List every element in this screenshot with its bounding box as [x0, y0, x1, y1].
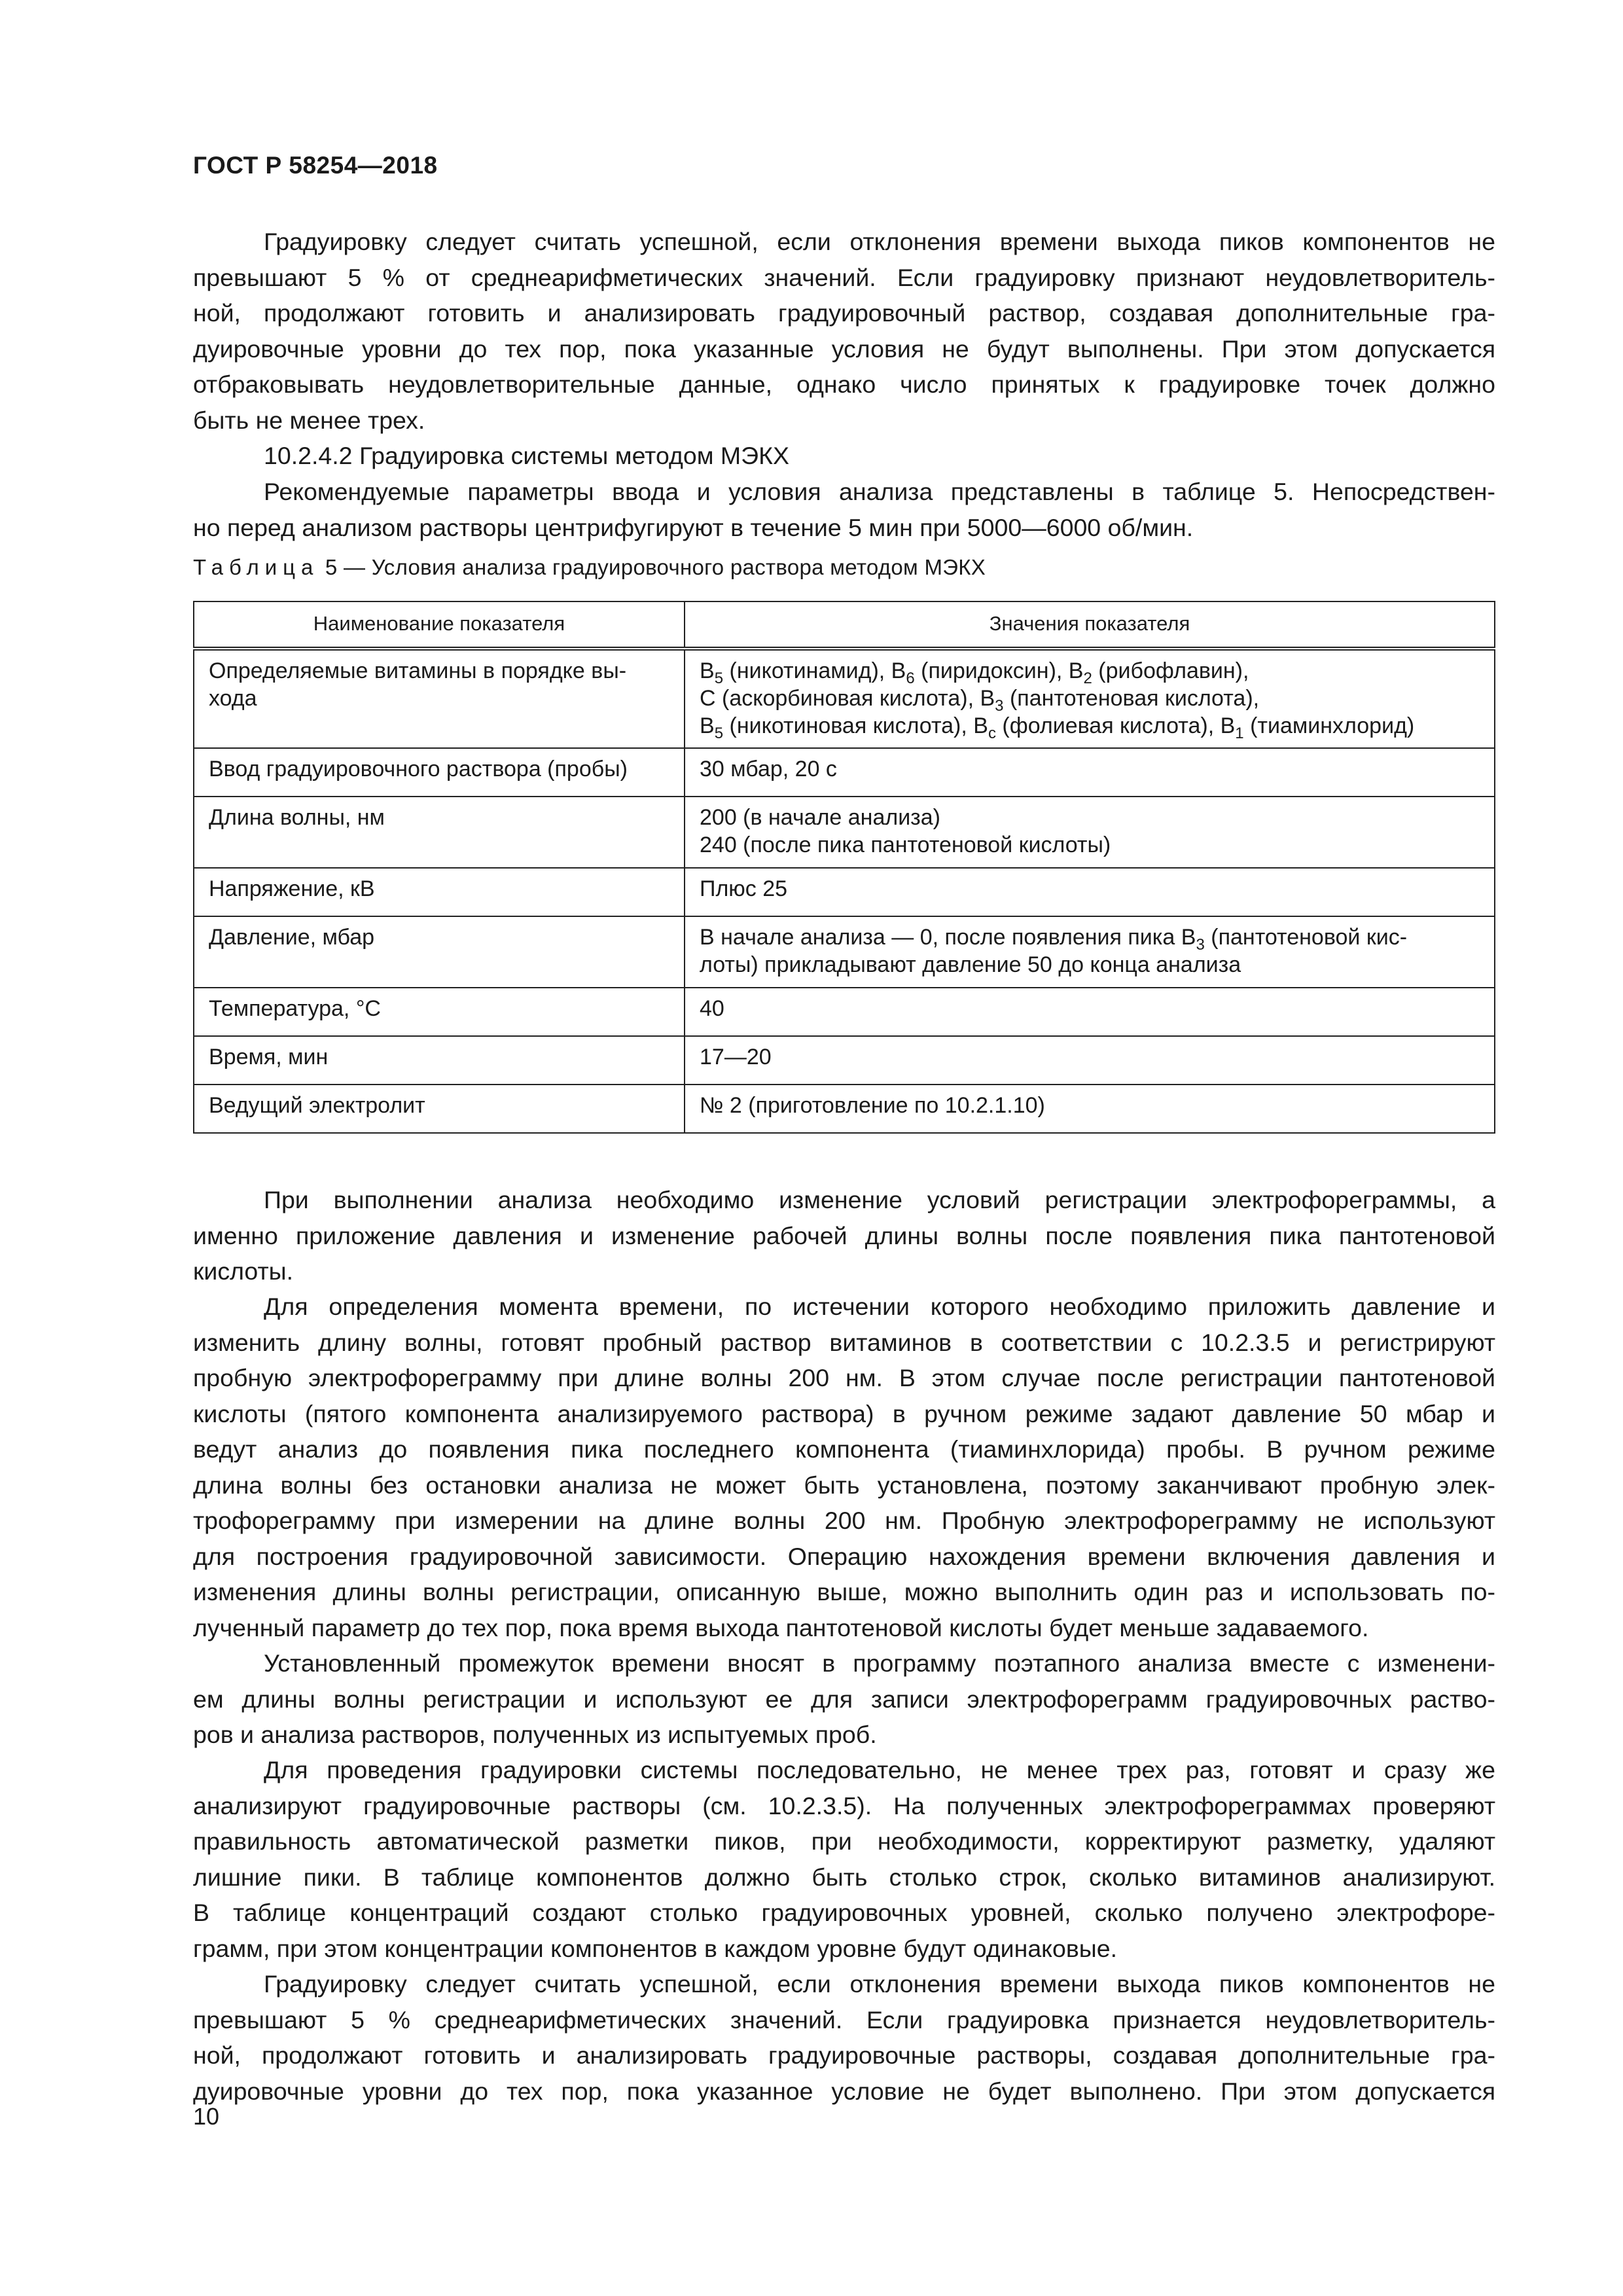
parameter-name-cell	[194, 1085, 685, 1133]
subscript: 1	[1235, 725, 1244, 742]
parameter-value-line	[700, 924, 1481, 954]
parameter-name-line: Время, мин	[209, 1045, 329, 1069]
paragraph-program	[193, 1645, 1495, 1753]
top-paragraph	[193, 224, 1495, 438]
text-line: именно приложение давления и изменение рабочей длины волны после появления пика пантотеновой	[193, 1221, 1495, 1249]
text-line: ров и анализа растворов, полученных из испытуемых проб.	[193, 1721, 877, 1748]
parameter-value-line	[700, 685, 1481, 715]
table-row	[194, 1085, 1495, 1133]
table-row	[194, 649, 1495, 748]
parameter-value-cell	[685, 1036, 1495, 1085]
value-text: B	[700, 658, 715, 683]
parameter-value-line	[700, 1043, 1481, 1071]
parameter-value-line	[700, 831, 1481, 859]
text-line: пробную электрофореграмму при длине волны 200 нм. В этом случае после регистрации пантотеновой	[193, 1364, 1495, 1391]
parameter-value-line	[700, 755, 1481, 783]
subscript: 5	[714, 670, 724, 687]
value-text: 200 (в начале анализа)	[700, 805, 941, 830]
parameter-name-cell	[194, 916, 685, 988]
table-row	[194, 868, 1495, 916]
text-line: ной, продолжают готовить и анализировать градуировочные растворы, создавая дополнительные гра-	[193, 2041, 1495, 2069]
parameter-name-line: Ввод градуировочного раствора (пробы)	[209, 757, 628, 781]
parameter-value-cell	[685, 649, 1495, 748]
parameter-value-cell	[685, 797, 1495, 868]
parameter-value-cell	[685, 748, 1495, 797]
table-row	[194, 988, 1495, 1036]
column-header-value: Значения показателя	[685, 601, 1495, 649]
value-text: 17—20	[700, 1045, 772, 1069]
parameter-name-line: Давление, мбар	[209, 925, 375, 950]
parameter-value-line	[700, 951, 1481, 978]
text-line: трофореграмму при измерении на длине волны 200 нм. Пробную электрофореграмму не используют	[193, 1507, 1495, 1534]
parameter-name-cell	[194, 748, 685, 797]
text-line: Рекомендуемые параметры ввода и условия анализа представлены в таблице 5. Непосредствен-	[264, 478, 1495, 505]
text-line: анализируют градуировочные растворы (см. 10.2.3.5). На полученных электрофореграммах проверяют	[193, 1791, 1495, 1820]
section-heading	[193, 438, 1495, 474]
subscript: 6	[906, 670, 915, 687]
document-code: ГОСТ Р 58254—2018	[193, 152, 438, 179]
text-line: Установленный промежуток времени вносят в программу поэтапного анализа вместе с изменени-	[264, 1649, 1495, 1677]
text-line: ведут анализ до появления пика последнего компонента (тиаминхлорида) пробы. В ручном режиме	[193, 1435, 1495, 1463]
text-line: быть не менее трех.	[193, 406, 425, 434]
value-text: (фолиевая кислота), B	[995, 713, 1236, 738]
table-caption-label: Таблица	[193, 555, 319, 579]
parameter-value-line	[700, 657, 1481, 685]
parameter-value-cell	[685, 1085, 1495, 1133]
value-text: лоты) прикладывают давление 50 до конца анализа	[700, 952, 1241, 977]
text-line: ем длины волны регистрации и используют ее для записи электрофореграмм градуировочных раство-	[193, 1685, 1495, 1713]
text-line: кислоты (пятого компонента анализируемого раствора) в ручном режиме задают давление 50 мбар и	[193, 1399, 1495, 1427]
value-text: (тиаминхлорид)	[1243, 713, 1415, 738]
conditions-table	[193, 601, 1495, 1134]
document-page	[193, 0, 1495, 2296]
text-line: Градуировку следует считать успешной, если отклонения времени выхода пиков компонентов не	[264, 1970, 1495, 1998]
parameter-name-line: Температура, °С	[209, 996, 381, 1021]
subscript: c	[988, 725, 996, 742]
parameter-value-line	[700, 1092, 1481, 1119]
table-caption-text: 5 — Условия анализа градуировочного раствора методом МЭКХ	[325, 555, 986, 579]
table-row	[194, 797, 1495, 868]
value-text: 40	[700, 996, 724, 1021]
text-line: лученный параметр до тех пор, пока время выхода пантотеновой кислоты будет меньше задаваемого.	[193, 1613, 1369, 1641]
parameter-name-line: Длина волны, нм	[209, 805, 385, 830]
text-line: изменения длины волны регистрации, описанную выше, можно выполнить один раз и использовать по-	[193, 1578, 1495, 1605]
table-row	[194, 748, 1495, 797]
text-line: ной, продолжают готовить и анализировать градуировочный раствор, создавая дополнительные гра-	[193, 299, 1495, 327]
text-line: длина волны без остановки анализа не может быть установлена, поэтому заканчивают пробную элек-	[193, 1471, 1495, 1499]
text-line: дуировочные уровни до тех пор, пока указанные условия не будут выполнены. При этом допускается	[193, 334, 1495, 363]
subscript: 2	[1083, 670, 1092, 687]
value-text: C (аскорбиновая кислота), B	[700, 686, 995, 711]
value-text: (пиридоксин), B	[914, 658, 1084, 683]
section-heading-text: 10.2.4.2 Градуировка системы методом МЭКХ	[264, 442, 789, 469]
value-text: (никотиновая кислота), B	[723, 713, 988, 738]
parameter-value-cell	[685, 988, 1495, 1036]
parameter-value-line	[700, 712, 1481, 740]
value-text: В начале анализа — 0, после появления пика B	[700, 925, 1196, 950]
text-line: При выполнении анализа необходимо изменение условий регистрации электрофореграммы, а	[264, 1186, 1495, 1213]
text-line: лишние пики. В таблице компонентов должно быть столько строк, сколько витаминов анализируют.	[193, 1863, 1495, 1891]
text-line: Для проведения градуировки системы последовательно, не менее трех раз, готовят и сразу же	[264, 1756, 1495, 1784]
page-number: 10	[193, 2103, 220, 2130]
value-text: (пантотеновая кислота),	[1003, 686, 1260, 711]
paragraph-pressure	[193, 1182, 1495, 1289]
parameter-name-cell	[194, 988, 685, 1036]
subscript: 5	[714, 725, 724, 742]
value-text: (пантотеновой кис-	[1204, 925, 1408, 950]
parameter-value-line	[700, 875, 1481, 903]
text-line: Градуировку следует считать успешной, если отклонения времени выхода пиков компонентов не	[264, 228, 1495, 255]
table-row	[194, 916, 1495, 988]
text-line: превышают 5 % от среднеарифметических значений. Если градуировку признают неудовлетворитель-	[193, 263, 1495, 291]
value-text: 30 мбар, 20 с	[700, 757, 837, 781]
value-text: 240 (после пика пантотеновой кислоты)	[700, 833, 1111, 857]
intro-paragraph	[193, 474, 1495, 545]
value-text: № 2 (приготовление по 10.2.1.10)	[700, 1093, 1045, 1118]
parameter-name-line: Напряжение, кВ	[209, 876, 375, 901]
parameter-value-line	[700, 804, 1481, 831]
subscript: 3	[1196, 936, 1205, 954]
value-text: (рибофлавин),	[1092, 658, 1249, 683]
parameter-name-line: Определяемые витамины в порядке вы-	[209, 658, 627, 683]
parameter-name-line: хода	[209, 686, 257, 711]
text-line: отбраковывать неудовлетворительные данные, однако число принятых к градуировке точек должно	[193, 370, 1495, 398]
parameter-value-cell	[685, 916, 1495, 988]
table-body	[194, 649, 1495, 1133]
text-line: правильность автоматической разметки пиков, при необходимости, корректируют разметку, удаляют	[193, 1827, 1495, 1855]
parameter-value-line	[700, 995, 1481, 1022]
parameter-name-line: Ведущий электролит	[209, 1093, 425, 1118]
value-text: (никотинамид), B	[723, 658, 906, 683]
text-line: грамм, при этом концентрации компонентов в каждом уровне будут одинаковые.	[193, 1934, 1118, 1962]
paragraph-time-determination	[193, 1289, 1495, 1645]
text-line: кислоты.	[193, 1257, 293, 1285]
text-line: превышают 5 % среднеарифметических значений. Если градуировка признается неудовлетворитель-	[193, 2005, 1495, 2034]
parameter-name-cell	[194, 1036, 685, 1085]
text-line: но перед анализом растворы центрифугируют в течение 5 мин при 5000—6000 об/мин.	[193, 513, 1194, 541]
text-line: для построения градуировочной зависимости. Операцию нахождения времени включения давления и	[193, 1542, 1495, 1570]
paragraph-calibration-success	[193, 1966, 1495, 2109]
subscript: 3	[995, 697, 1004, 715]
parameter-value-cell	[685, 868, 1495, 916]
text-line: Для определения момента времени, по истечении которого необходимо приложить давление и	[264, 1293, 1495, 1320]
table-row	[194, 1036, 1495, 1085]
text-line: изменить длину волны, готовят пробный раствор витаминов в соответствии с 10.2.3.5 и регистрируют	[193, 1328, 1495, 1356]
parameter-name-cell	[194, 797, 685, 868]
table-header-row	[194, 601, 1495, 649]
value-text: B	[700, 713, 715, 738]
parameter-name-cell	[194, 868, 685, 916]
parameter-name-cell	[194, 649, 685, 748]
column-header-name: Наименование показателя	[194, 601, 685, 649]
table-caption	[193, 555, 986, 580]
value-text: Плюс 25	[700, 876, 788, 901]
text-line: В таблице концентраций создают столько градуировочных уровней, сколько получено электрофоре-	[193, 1899, 1495, 1926]
paragraph-calibration-procedure	[193, 1752, 1495, 1966]
text-line: дуировочные уровни до тех пор, пока указанное условие не будет выполнено. При этом допускается	[193, 2077, 1495, 2105]
